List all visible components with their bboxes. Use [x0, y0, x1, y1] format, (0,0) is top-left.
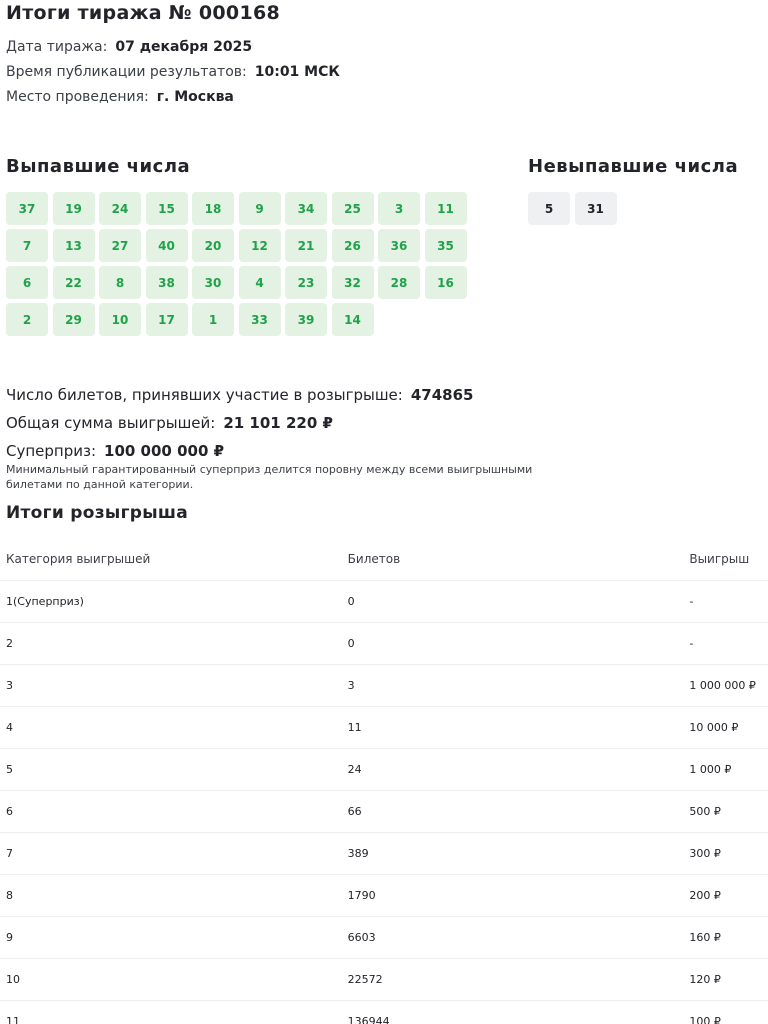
- superprize-label: Суперприз:: [6, 442, 97, 460]
- drawn-number: 38: [146, 266, 188, 299]
- drawn-number: 22: [53, 266, 95, 299]
- tickets-cell: 1790: [342, 875, 684, 917]
- drawn-number: 18: [192, 192, 234, 225]
- category-cell: 8: [0, 875, 342, 917]
- drawn-number: 20: [192, 229, 234, 262]
- publish-time-label: Время публикации результатов:: [6, 64, 247, 80]
- prize-cell: 300 ₽: [683, 833, 768, 875]
- drawn-number: 24: [99, 192, 141, 225]
- drawn-number: 34: [285, 192, 327, 225]
- prize-cell: -: [683, 581, 768, 623]
- drawn-number: 10: [99, 303, 141, 336]
- drawn-number: 9: [239, 192, 281, 225]
- results-body: [0, 581, 768, 1024]
- category-cell: 11: [0, 1001, 342, 1024]
- tickets-count: [6, 385, 473, 405]
- tickets-count-label: Число билетов, принявших участие в розыгрыше:: [6, 386, 403, 404]
- venue-value: г. Москва: [156, 89, 234, 105]
- drawn-number: 26: [332, 229, 374, 262]
- results-header-row: [0, 538, 768, 581]
- prize-cell: 200 ₽: [683, 875, 768, 917]
- prize-cell: 120 ₽: [683, 959, 768, 1001]
- drawn-number: 29: [53, 303, 95, 336]
- drawn-number: 27: [99, 229, 141, 262]
- drawn-number: 37: [6, 192, 48, 225]
- drawn-number: 17: [146, 303, 188, 336]
- table-row: [0, 581, 768, 623]
- tickets-cell: 24: [342, 749, 684, 791]
- table-row: [0, 833, 768, 875]
- prize-cell: -: [683, 623, 768, 665]
- drawn-number: 40: [146, 229, 188, 262]
- drawn-number: 21: [285, 229, 327, 262]
- missed-number: 5: [528, 192, 570, 225]
- category-cell: 7: [0, 833, 342, 875]
- drawn-number: 30: [192, 266, 234, 299]
- category-cell: 2: [0, 623, 342, 665]
- publish-time-value: 10:01 МСК: [254, 64, 340, 80]
- table-row: [0, 749, 768, 791]
- column-header-category: Категория выигрышей: [0, 538, 342, 581]
- category-cell: 5: [0, 749, 342, 791]
- drawn-number: 16: [425, 266, 467, 299]
- draw-date: [6, 38, 252, 56]
- tickets-cell: 0: [342, 623, 684, 665]
- results-title: Итоги розыгрыша: [6, 503, 189, 523]
- drawn-number: 32: [332, 266, 374, 299]
- drawn-number: 23: [285, 266, 327, 299]
- drawn-numbers-title: Выпавшие числа: [6, 156, 191, 177]
- drawn-number: 15: [146, 192, 188, 225]
- venue: [6, 88, 234, 106]
- category-cell: 6: [0, 791, 342, 833]
- drawn-number: 36: [378, 229, 420, 262]
- tickets-cell: 3: [342, 665, 684, 707]
- tickets-cell: 11: [342, 707, 684, 749]
- table-row: [0, 791, 768, 833]
- drawn-number: 28: [378, 266, 420, 299]
- table-row: [0, 959, 768, 1001]
- superprize-note: Минимальный гарантированный суперприз делится поровну между всеми выигрышными билетами по данной категории.: [6, 463, 533, 491]
- superprize: [6, 441, 224, 461]
- tickets-cell: 66: [342, 791, 684, 833]
- missed-number: 31: [575, 192, 617, 225]
- category-cell: 10: [0, 959, 342, 1001]
- prize-cell: 100 ₽: [683, 1001, 768, 1024]
- table-row: [0, 875, 768, 917]
- category-cell: 4: [0, 707, 342, 749]
- prize-cell: 1 000 ₽: [683, 749, 768, 791]
- drawn-number: 19: [53, 192, 95, 225]
- drawn-numbers-grid: [6, 192, 467, 336]
- category-cell: 1(Суперприз): [0, 581, 342, 623]
- drawn-number: 4: [239, 266, 281, 299]
- category-cell: 3: [0, 665, 342, 707]
- column-header-tickets: Билетов: [342, 538, 684, 581]
- tickets-cell: 0: [342, 581, 684, 623]
- drawn-number: 8: [99, 266, 141, 299]
- prize-cell: 160 ₽: [683, 917, 768, 959]
- category-cell: 9: [0, 917, 342, 959]
- prize-cell: 1 000 000 ₽: [683, 665, 768, 707]
- tickets-cell: 6603: [342, 917, 684, 959]
- table-row: [0, 623, 768, 665]
- draw-date-value: 07 декабря 2025: [115, 39, 253, 55]
- missed-numbers-grid: [528, 192, 617, 225]
- table-row: [0, 707, 768, 749]
- drawn-number: 39: [285, 303, 327, 336]
- drawn-number: 12: [239, 229, 281, 262]
- missed-numbers-title: Невыпавшие числа: [528, 156, 739, 177]
- venue-label: Место проведения:: [6, 89, 149, 105]
- drawn-number: 33: [239, 303, 281, 336]
- tickets-cell: 389: [342, 833, 684, 875]
- table-row: [0, 665, 768, 707]
- drawn-number: 7: [6, 229, 48, 262]
- total-winnings-label: Общая сумма выигрышей:: [6, 414, 216, 432]
- column-header-prize: Выигрыш: [683, 538, 768, 581]
- total-winnings: [6, 413, 333, 433]
- drawn-number: 1: [192, 303, 234, 336]
- total-winnings-value: 21 101 220 ₽: [223, 414, 333, 432]
- superprize-value: 100 000 000 ₽: [104, 442, 225, 460]
- drawn-number: 13: [53, 229, 95, 262]
- drawn-number: 25: [332, 192, 374, 225]
- prize-cell: 500 ₽: [683, 791, 768, 833]
- results-table: [0, 538, 768, 1024]
- draw-date-label: Дата тиража:: [6, 39, 108, 55]
- tickets-count-value: 474865: [410, 386, 474, 404]
- drawn-number: 11: [425, 192, 467, 225]
- drawn-number: 6: [6, 266, 48, 299]
- table-row: [0, 1001, 768, 1024]
- drawn-number: 2: [6, 303, 48, 336]
- drawn-number: 14: [332, 303, 374, 336]
- table-row: [0, 917, 768, 959]
- page-title: Итоги тиража № 000168: [6, 2, 281, 24]
- tickets-cell: 136944: [342, 1001, 684, 1024]
- prize-cell: 10 000 ₽: [683, 707, 768, 749]
- publish-time: [6, 63, 340, 81]
- drawn-number: 3: [378, 192, 420, 225]
- drawn-number: 35: [425, 229, 467, 262]
- tickets-cell: 22572: [342, 959, 684, 1001]
